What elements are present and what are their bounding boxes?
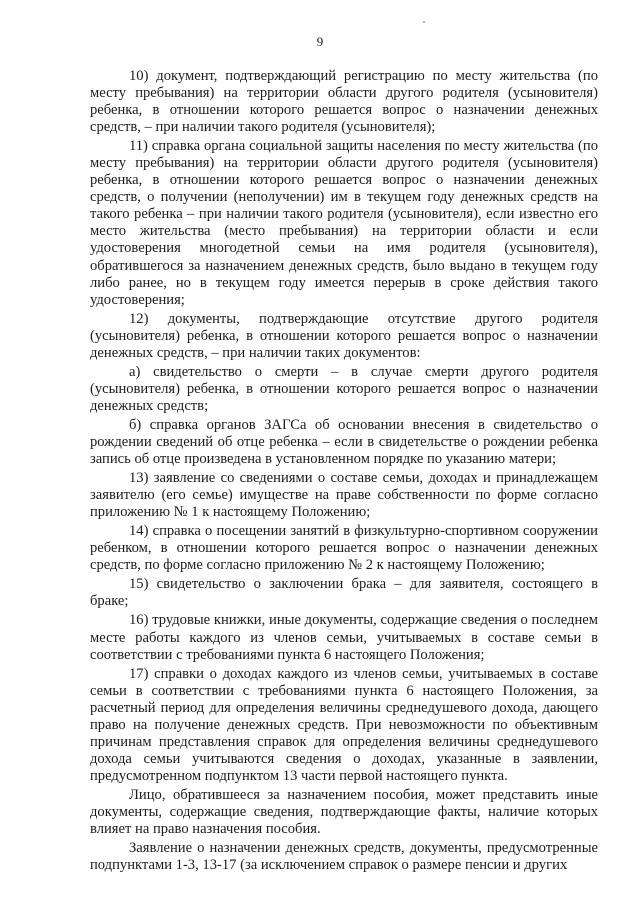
scan-dot: [423, 21, 425, 23]
paragraph-item-11: 11) справка органа социальной защиты населения по месту жительства (по месту пребывания) на территории области другого родителя (усыновителя) ребенка, в отношении которого решается вопрос о назначении денежных средств, о получении (неполучении) им в текущем году денежных средств на такого ребенка – при наличии такого родителя (усыновителя), если известно его место жительства (место пребывания) на территории области и если удостоверения многодетной семьи на имя родителя (усыновителя), обратившегося за назначением денежных средств, было выдано в текущем году либо ранее, но в текущем году имеется перерыв в сроке действия такого удостоверения;: [90, 138, 598, 308]
paragraph-subitem-a: а) свидетельство о смерти – в случае смерти другого родителя (усыновителя) ребенка, в отношении которого решается вопрос о назначении денежных средств;: [90, 363, 598, 414]
paragraph-application: Заявление о назначении денежных средств, документы, предусмотренные подпунктами 1-3, 13-17 (за исключением справок о размере пенсии и других: [90, 840, 598, 874]
paragraph-item-14: 14) справка о посещении занятий в физкультурно-спортивном сооружении ребенком, в отношении которого решается вопрос о назначении денежных средств, по форме согласно приложению № 2 к настоящему Положению;: [90, 523, 598, 574]
document-body: [90, 68, 598, 874]
paragraph-item-17: 17) справки о доходах каждого из членов семьи, учитываемых в составе семьи в соответствии с требованиями пункта 6 настоящего Положения, за расчетный период для определения величины среднедушевого дохода, дающего право на получение денежных средств. При невозможности по объективным причинам представления справок для определения величины среднедушевого дохода семьи учитываются сведения о доходах, указанные в заявлении, предусмотренном подпунктом 13 части первой настоящего пункта.: [90, 665, 598, 784]
paragraph-item-12: 12) документы, подтверждающие отсутствие другого родителя (усыновителя) ребенка, в отношении которого решается вопрос о назначении денежных средств, – при наличии таких документов:: [90, 310, 598, 361]
paragraph-item-15: 15) свидетельство о заключении брака – для заявителя, состоящего в браке;: [90, 576, 598, 610]
page-number: 9: [316, 34, 324, 49]
paragraph-other-documents: Лицо, обратившееся за назначением пособия, может представить иные документы, содержащие сведения, подтверждающие факты, наличие которых влияет на право назначения пособия.: [90, 786, 598, 838]
paragraph-item-16: 16) трудовые книжки, иные документы, содержащие сведения о последнем месте работы каждого из членов семьи, учитываемых в составе семьи в соответствии с требованиями пункта 6 настоящего Положения;: [90, 612, 598, 663]
paragraph-item-13: 13) заявление со сведениями о составе семьи, доходах и принадлежащем заявителю (его семье) имуществе на праве собственности по форме согласно приложению № 1 к настоящему Положению;: [90, 470, 598, 521]
paragraph-item-10: 10) документ, подтверждающий регистрацию по месту жительства (по месту пребывания) на территории области другого родителя (усыновителя) ребенка, в отношении которого решается вопрос о назначении денежных средств, – при наличии такого родителя (усыновителя);: [90, 68, 598, 136]
paragraph-subitem-b: б) справка органов ЗАГСа об основании внесения в свидетельство о рождении сведений об отце ребенка – если в свидетельстве о рождении ребенка запись об отце произведена в установленном порядке по указанию матери;: [90, 416, 598, 468]
